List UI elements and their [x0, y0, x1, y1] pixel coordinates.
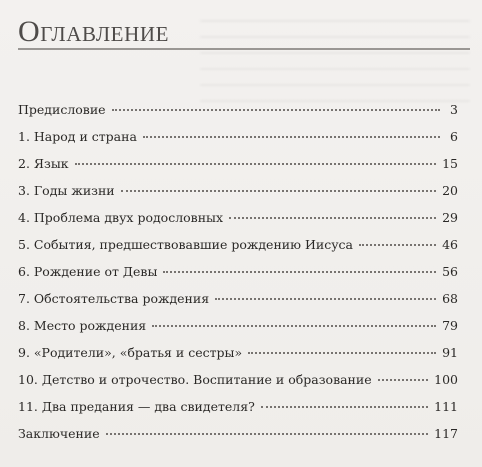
dot-leader — [112, 109, 440, 111]
toc-entry — [18, 150, 458, 177]
toc-entry-page: 100 — [434, 372, 458, 387]
toc-entry-page: 15 — [442, 156, 458, 171]
toc-entry-title: 3. Годы жизни — [18, 183, 115, 198]
dot-leader — [261, 406, 428, 408]
toc-entry-title: 6. Рождение от Девы — [18, 264, 158, 279]
toc-entry — [18, 204, 458, 231]
toc-entry — [18, 231, 458, 258]
dot-leader — [75, 163, 437, 165]
dot-leader — [121, 190, 436, 192]
toc-entry-page: 111 — [434, 399, 458, 414]
toc-entry-page: 68 — [442, 291, 458, 306]
toc-entry-page: 56 — [442, 264, 458, 279]
dot-leader — [248, 352, 436, 354]
toc-entry-page: 3 — [450, 102, 458, 117]
toc-entry — [18, 366, 458, 393]
dot-leader — [229, 217, 436, 219]
dot-leader — [152, 325, 436, 327]
toc-entry-title: 1. Народ и страна — [18, 129, 137, 144]
toc-entry — [18, 258, 458, 285]
title-underline — [18, 48, 470, 50]
toc-entry-title: 5. События, предшествовавшие рождению Иисуса — [18, 237, 353, 252]
toc-entry-title: Заключение — [18, 426, 100, 441]
toc-entry-page: 46 — [442, 237, 458, 252]
toc-entry — [18, 177, 458, 204]
toc-entry-page: 79 — [442, 318, 458, 333]
dot-leader — [163, 271, 436, 273]
toc-entry — [18, 123, 458, 150]
toc-entry-title: 4. Проблема двух родословных — [18, 210, 224, 225]
toc-entry-title: 7. Обстоятельства рождения — [18, 291, 210, 306]
page-title: Оглавление — [18, 15, 170, 48]
toc-entry-title: 9. «Родители», «братья и сестры» — [18, 345, 243, 360]
toc-entry — [18, 339, 458, 366]
toc-entry — [18, 393, 458, 420]
dot-leader — [359, 244, 436, 246]
toc-entry-page: 117 — [434, 426, 458, 441]
dot-leader — [378, 379, 429, 381]
table-of-contents — [18, 96, 458, 447]
toc-entry — [18, 285, 458, 312]
dot-leader — [106, 433, 429, 435]
toc-entry-page: 29 — [442, 210, 458, 225]
toc-entry-title: 10. Детство и отрочество. Воспитание и образование — [18, 372, 372, 387]
toc-entry-title: 11. Два предания — два свидетеля? — [18, 399, 255, 414]
dot-leader — [215, 298, 436, 300]
toc-entry-title: 2. Язык — [18, 156, 69, 171]
dot-leader — [143, 136, 440, 138]
toc-entry — [18, 420, 458, 447]
toc-entry-page: 6 — [450, 129, 458, 144]
toc-entry-title: Предисловие — [18, 102, 106, 117]
toc-entry — [18, 312, 458, 339]
page-header — [18, 12, 470, 60]
toc-entry-page: 20 — [442, 183, 458, 198]
toc-entry-title: 8. Место рождения — [18, 318, 147, 333]
toc-entry — [18, 96, 458, 123]
toc-entry-page: 91 — [442, 345, 458, 360]
